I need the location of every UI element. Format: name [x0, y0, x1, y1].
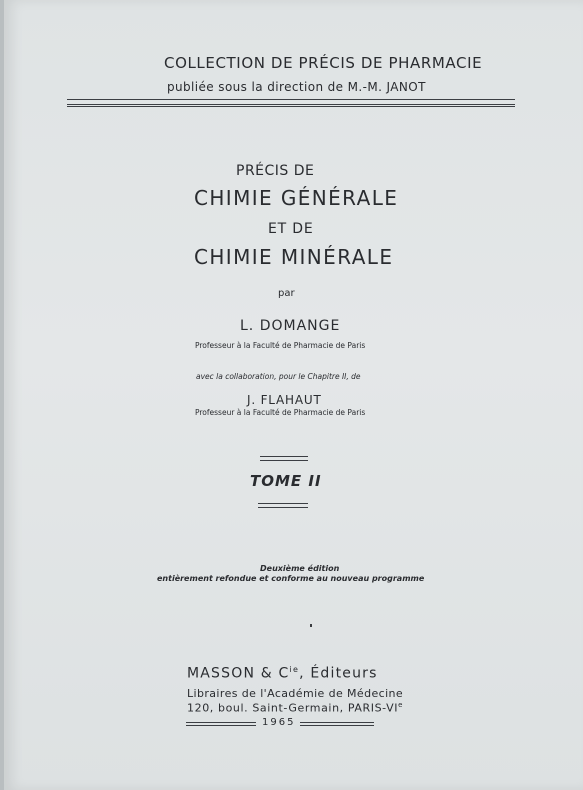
header-rule-thin: [67, 106, 515, 108]
by-label: par: [278, 288, 295, 299]
author-affiliation: Professeur à la Faculté de Pharmacie de Paris: [195, 341, 366, 350]
edition-note: entièrement refondue et conforme au nouveau programme: [157, 574, 425, 583]
publisher-name: [187, 665, 378, 682]
year-rule-left: [186, 722, 256, 726]
publisher-name-rest: , Éditeurs: [299, 665, 378, 682]
author-name: L. DOMANGE: [240, 318, 341, 334]
book-title-line2: CHIMIE MINÉRALE: [194, 245, 394, 269]
title-page: [4, 0, 583, 790]
edition-label: Deuxième édition: [260, 564, 340, 573]
volume-rule-bottom: [258, 503, 308, 508]
series-title: COLLECTION DE PRÉCIS DE PHARMACIE: [164, 54, 483, 72]
publisher-name-main: MASSON & C: [187, 665, 290, 682]
publisher-line2: Libraires de l'Académie de Médecine: [187, 687, 404, 700]
collaboration-note: avec la collaboration, pour le Chapitre II, de: [196, 372, 361, 381]
series-subtitle: publiée sous la direction de M.-M. JANOT: [167, 80, 426, 94]
volume-rule-top: [260, 456, 308, 461]
publisher-address-sup: e: [398, 701, 403, 709]
publisher-name-sup: ie: [289, 665, 300, 674]
volume-label: TOME II: [250, 472, 322, 490]
book-title-line1: CHIMIE GÉNÉRALE: [194, 186, 399, 210]
coauthor-affiliation: Professeur à la Faculté de Pharmacie de Paris: [195, 408, 366, 417]
header-rule: [67, 99, 515, 105]
publication-year: 1965: [262, 717, 296, 728]
publisher-address: [187, 701, 403, 715]
publisher-address-main: 120, boul. Saint-Germain, PARIS-VI: [187, 701, 399, 715]
year-row: [186, 717, 374, 731]
year-rule-right: [300, 722, 374, 726]
precis-label: PRÉCIS DE: [236, 163, 315, 179]
page-speck: [310, 624, 312, 627]
title-conjunction: ET DE: [268, 221, 314, 237]
coauthor-name: J. FLAHAUT: [247, 393, 322, 407]
